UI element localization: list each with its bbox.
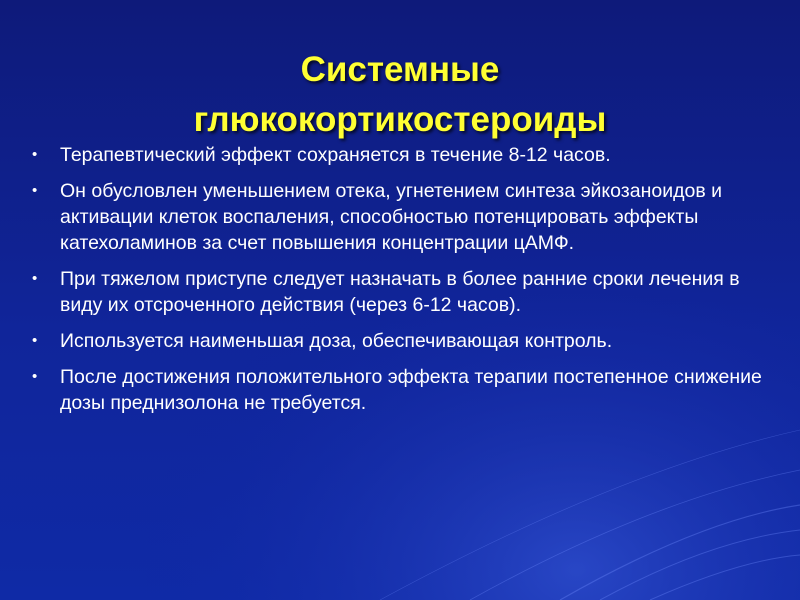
bullet-text: При тяжелом приступе следует назначать в более ранние сроки лечения в виду их отсроченного действия (через 6-12 часов). — [60, 268, 740, 316]
list-item — [30, 142, 782, 168]
bullet-text: Терапевтический эффект сохраняется в течение 8-12 часов. — [60, 144, 611, 166]
list-item — [30, 364, 782, 416]
bullet-icon: • — [32, 270, 38, 287]
bullet-list — [30, 142, 782, 426]
list-item — [30, 266, 782, 318]
bullet-text: После достижения положительного эффекта терапии постепенное снижение дозы преднизолона не требуется. — [60, 366, 762, 414]
slide-title-line-2: глюкокортикостероиды — [193, 100, 607, 140]
bullet-icon: • — [32, 182, 38, 199]
bullet-text: Используется наименьшая доза, обеспечивающая контроль. — [60, 330, 613, 352]
list-item — [30, 328, 782, 354]
slide-title — [0, 45, 800, 145]
bullet-icon: • — [32, 332, 38, 349]
bullet-text: Он обусловлен уменьшением отека, угнетением синтеза эйкозаноидов и активации клеток воспаления, способностью потенцировать эффекты катехоламинов за счет повышения концентрации цАМФ. — [60, 180, 722, 254]
bullet-icon: • — [32, 368, 38, 385]
list-item — [30, 178, 782, 256]
slide-title-line-1: Системные — [300, 50, 500, 90]
bullet-icon: • — [32, 146, 38, 163]
